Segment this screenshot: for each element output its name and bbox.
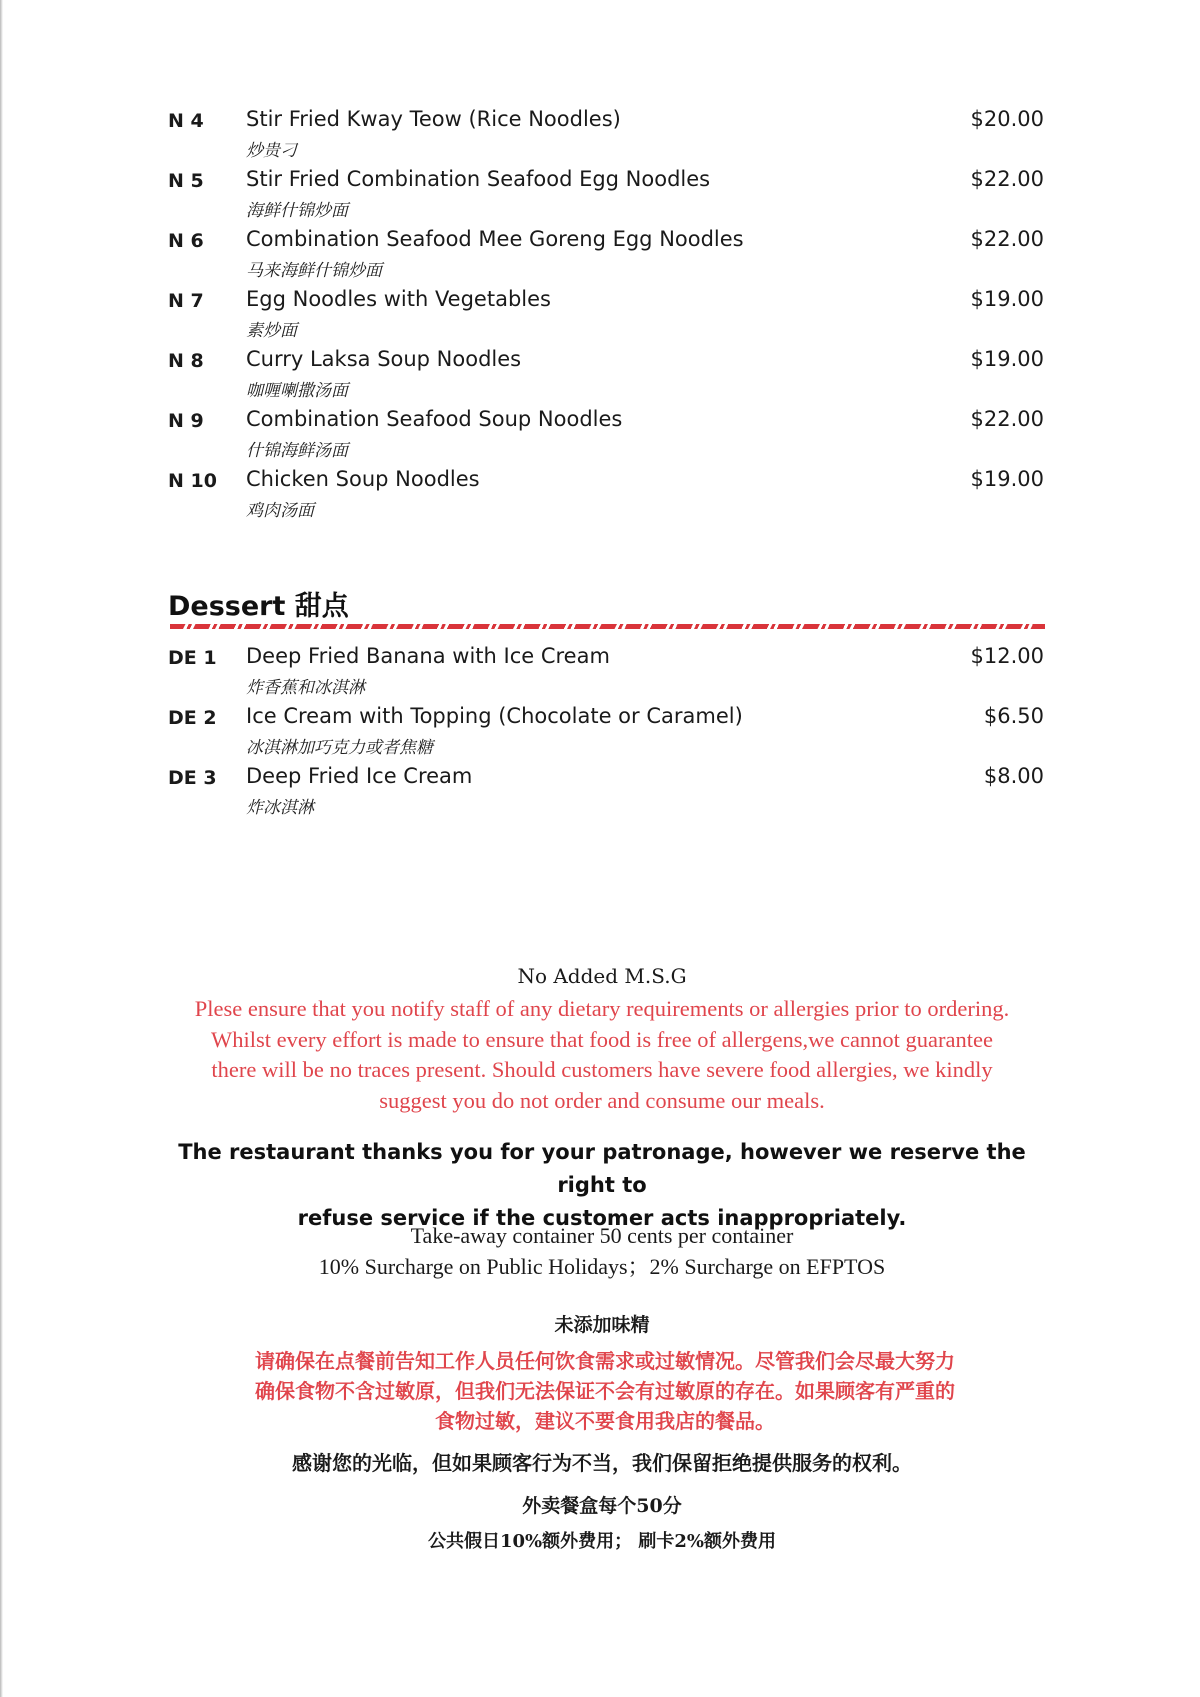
item-name: Stir Fried Combination Seafood Egg Noodles — [246, 167, 711, 191]
allergy-line: Plese ensure that you notify staff of any dietary requirements or allergies prior to ordering. — [194, 996, 1010, 1021]
allergy-notice-chinese — [175, 1346, 1035, 1436]
item-price: $12.00 — [970, 644, 1044, 668]
allergy-line-chinese: 食物过敏，建议不要食用我店的餐品。 — [435, 1409, 775, 1433]
item-code: DE 3 — [168, 767, 217, 789]
item-name: Ice Cream with Topping (Chocolate or Caramel) — [246, 704, 743, 728]
item-chinese-name: 什锦海鲜汤面 — [246, 441, 348, 461]
scan-edge — [0, 0, 3, 1697]
reserve-line: The restaurant thanks you for your patronage, however we reserve the right to — [178, 1140, 1026, 1197]
item-code: N 6 — [168, 230, 204, 252]
surcharge-line-chinese: 公共假日10%额外费用； 刷卡2%额外费用 — [427, 1531, 777, 1552]
item-code: N 7 — [168, 290, 204, 312]
item-price: $22.00 — [970, 167, 1044, 191]
item-price: $19.00 — [970, 467, 1044, 491]
allergy-line: suggest you do not order and consume our meals. — [379, 1087, 825, 1113]
menu-item-n6 — [168, 224, 1044, 280]
item-code: N 4 — [168, 110, 204, 132]
item-name: Stir Fried Kway Teow (Rice Noodles) — [246, 107, 621, 131]
no-msg-note-chinese: 未添加味精 — [554, 1314, 650, 1336]
item-name: Chicken Soup Noodles — [246, 467, 480, 491]
item-chinese-name: 咖喱喇撒汤面 — [246, 381, 348, 401]
menu-item-n10 — [168, 464, 1044, 520]
item-code: N 8 — [168, 350, 204, 372]
section-divider — [170, 624, 1045, 629]
item-chinese-name: 冰淇淋加巧克力或者焦糖 — [246, 738, 433, 758]
menu-item-n8 — [168, 344, 1044, 400]
item-code: N 5 — [168, 170, 204, 192]
allergy-line: there will be no traces present. Should customers have severe food allergies, we kindly — [211, 1057, 993, 1082]
item-name: Combination Seafood Soup Noodles — [246, 407, 623, 431]
item-price: $22.00 — [970, 227, 1044, 251]
item-chinese-name: 炒贵刁 — [246, 141, 297, 161]
takeaway-line: Take-away container 50 cents per container — [410, 1223, 794, 1248]
item-price: $19.00 — [970, 347, 1044, 371]
item-price: $6.50 — [983, 704, 1044, 728]
no-msg-note: No Added M.S.G — [517, 964, 687, 988]
menu-item-n5 — [168, 164, 1044, 220]
item-price: $20.00 — [970, 107, 1044, 131]
takeaway-line-chinese: 外卖餐盒每个50分 — [522, 1495, 682, 1517]
menu-item-n4 — [168, 104, 1044, 160]
menu-item-de3 — [168, 761, 1044, 817]
item-name: Deep Fried Ice Cream — [246, 764, 473, 788]
item-code: N 9 — [168, 410, 204, 432]
allergy-line-chinese: 请确保在点餐前告知工作人员任何饮食需求或过敏情况。尽管我们会尽最大努力 — [255, 1349, 955, 1373]
allergy-notice — [150, 994, 1054, 1116]
item-name: Egg Noodles with Vegetables — [246, 287, 551, 311]
allergy-line-chinese: 确保食物不含过敏原，但我们无法保证不会有过敏原的存在。如果顾客有严重的 — [255, 1379, 955, 1403]
item-chinese-name: 炸香蕉和冰淇淋 — [246, 678, 365, 698]
item-price: $8.00 — [983, 764, 1044, 788]
menu-item-de1 — [168, 641, 1044, 697]
takeaway-surcharge-info — [150, 1220, 1054, 1282]
item-chinese-name: 鸡肉汤面 — [246, 501, 314, 521]
item-name: Combination Seafood Mee Goreng Egg Noodles — [246, 227, 744, 251]
item-code: DE 2 — [168, 707, 217, 729]
item-chinese-name: 马来海鲜什锦炒面 — [246, 261, 382, 281]
item-code: N 10 — [168, 470, 217, 492]
item-name: Deep Fried Banana with Ice Cream — [246, 644, 610, 668]
item-name: Curry Laksa Soup Noodles — [246, 347, 522, 371]
item-chinese-name: 素炒面 — [246, 321, 297, 341]
item-chinese-name: 炸冰淇淋 — [246, 798, 314, 818]
item-price: $19.00 — [970, 287, 1044, 311]
item-code: DE 1 — [168, 647, 217, 669]
menu-item-n9 — [168, 404, 1044, 460]
menu-item-de2 — [168, 701, 1044, 757]
section-heading-dessert: Dessert 甜点 — [168, 591, 349, 622]
item-price: $22.00 — [970, 407, 1044, 431]
reserve-right-notice-chinese: 感谢您的光临，但如果顾客行为不当，我们保留拒绝提供服务的权利。 — [292, 1451, 912, 1475]
item-chinese-name: 海鲜什锦炒面 — [246, 201, 348, 221]
menu-item-n7 — [168, 284, 1044, 340]
reserve-line: refuse service if the customer acts inappropriately. — [297, 1206, 907, 1230]
surcharge-line: 10% Surcharge on Public Holidays；2% Surcharge on EFPTOS — [318, 1254, 886, 1279]
allergy-line: Whilst every effort is made to ensure that food is free of allergens,we cannot guarantee — [211, 1026, 993, 1052]
